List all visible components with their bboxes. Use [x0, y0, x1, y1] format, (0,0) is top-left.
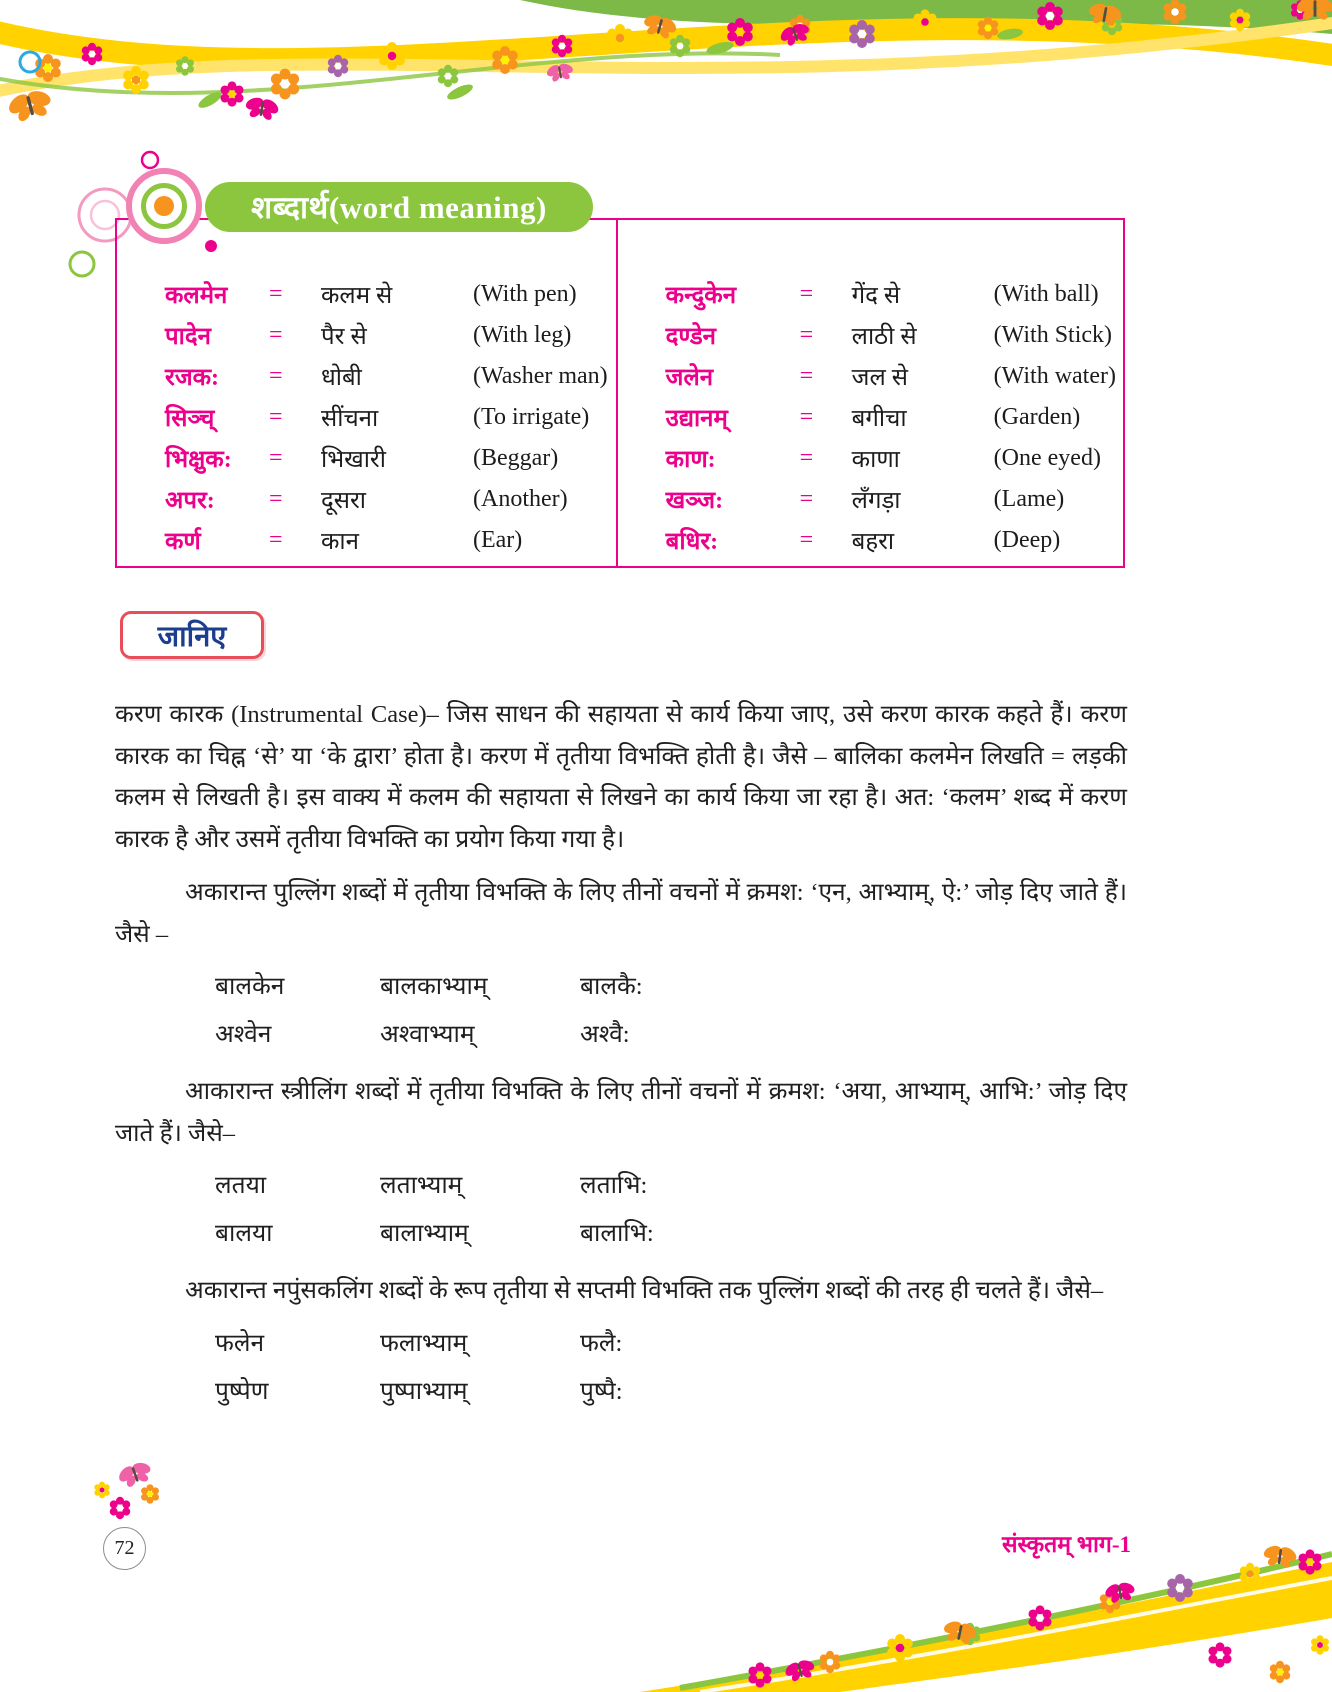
english-meaning: (With leg): [473, 322, 572, 348]
paragraph-feminine-rule: आकारान्त स्त्रीलिंग शब्दों में तृतीया विभक्ति के लिए तीनों वचनों में क्रमश: ‘अया, आभ्याम्, आभि:’ जोड़ दिए जाते हैं। जैसे–: [115, 1078, 1127, 1147]
vocab-row: [165, 438, 608, 479]
declension-list-neuter: [215, 1320, 1127, 1416]
section-header: [205, 182, 593, 232]
hindi-meaning: कलम से: [321, 283, 393, 309]
declension-row: [215, 1368, 1127, 1416]
bottom-floral-border: [0, 1450, 1332, 1692]
white-wave: [700, 1578, 1332, 1692]
equals-sign: =: [269, 322, 283, 348]
word-meaning-table: [115, 218, 1125, 568]
word-form: फलाभ्याम्: [380, 1329, 468, 1357]
english-meaning: (With pen): [473, 281, 577, 307]
equals-sign: =: [269, 404, 283, 430]
hindi-meaning: धोबी: [321, 365, 362, 391]
equals-sign: =: [269, 281, 283, 307]
sanskrit-word: दण्डेन: [665, 324, 716, 350]
english-meaning: (Garden): [993, 404, 1081, 430]
word-form: बालया: [215, 1220, 273, 1248]
english-meaning: (With water): [993, 363, 1116, 389]
english-meaning: (Deep): [993, 527, 1061, 553]
yellow-ribbon: [0, 28, 1332, 59]
vocab-column-right: [618, 220, 1124, 566]
hindi-meaning: जल से: [851, 365, 908, 391]
sanskrit-word: खञ्ज:: [665, 488, 724, 514]
hindi-meaning: काणा: [851, 447, 900, 473]
sanskrit-word: उद्यानम्: [665, 406, 728, 432]
sanskrit-word: कलमेन: [165, 283, 228, 309]
butterfly-icons: [3, 0, 1332, 127]
word-form: लतया: [215, 1172, 267, 1200]
word-form: बालकाभ्याम्: [380, 973, 488, 1001]
hindi-meaning: गेंद से: [851, 283, 901, 309]
sanskrit-word: भिक्षुक:: [165, 447, 232, 473]
green-vine: [680, 1554, 1332, 1688]
word-form: अश्वै:: [580, 1021, 630, 1049]
declension-row: [215, 1210, 1127, 1258]
hindi-meaning: पैर से: [321, 324, 367, 350]
book-title: संस्कृतम् भाग-1: [1002, 1532, 1132, 1557]
hindi-meaning: भिखारी: [321, 447, 386, 473]
vocab-row: [666, 397, 1116, 438]
orange-dot-icon: [154, 196, 174, 216]
sanskrit-word: जलेन: [665, 365, 714, 391]
sanskrit-word: कर्ण: [165, 529, 201, 555]
english-meaning: (Beggar): [473, 445, 559, 471]
word-form: पुष्पाभ्याम्: [380, 1377, 468, 1405]
word-form: बालकै:: [580, 973, 643, 1001]
declension-row: [215, 1011, 1127, 1059]
vocab-column-left: [117, 220, 618, 566]
hindi-meaning: दूसरा: [321, 488, 366, 514]
word-form: लताभि:: [580, 1172, 648, 1200]
butterfly-icons: [113, 1456, 1300, 1685]
vocab-row: [666, 315, 1116, 356]
sanskrit-word: काण:: [665, 447, 716, 473]
section-title: शब्दार्थ(word meaning): [251, 190, 547, 225]
yellow-band: [640, 1562, 1332, 1692]
vocab-row: [165, 356, 608, 397]
vocab-row: [165, 274, 608, 315]
equals-sign: =: [799, 322, 814, 348]
word-form: बालाभ्याम्: [380, 1220, 469, 1248]
hindi-meaning: बगीचा: [851, 406, 907, 432]
lesson-body: [115, 694, 1127, 1422]
english-meaning: (One eyed): [993, 445, 1101, 471]
hindi-meaning: सींचना: [321, 406, 379, 432]
yellow-ribbon-2: [0, 20, 1332, 95]
flower-icons: [94, 1482, 1329, 1688]
vocab-row: [666, 274, 1116, 315]
word-form: अश्वेन: [215, 1021, 272, 1049]
paragraph-neuter-rule: अकारान्त नपुंसकलिंग शब्दों के रूप तृतीया से सप्तमी विभक्ति तक पुल्लिंग शब्दों की तरह ही चलते हैं। जैसे–: [185, 1277, 1104, 1304]
green-ring-icon: [141, 183, 187, 229]
vocab-row: [165, 397, 608, 438]
equals-sign: =: [269, 486, 283, 512]
english-meaning: (To irrigate): [473, 404, 590, 430]
vocab-row: [666, 520, 1116, 561]
declension-row: [215, 963, 1127, 1011]
pink-ring-icon: [126, 168, 202, 244]
vocab-row: [666, 356, 1116, 397]
page-number-badge: [103, 1527, 146, 1570]
word-form: बालाभि:: [580, 1220, 654, 1248]
declension-row: [215, 1162, 1127, 1210]
equals-sign: =: [269, 363, 283, 389]
hindi-meaning: लँगड़ा: [851, 488, 901, 514]
word-form: पुष्पेण: [215, 1377, 269, 1405]
vocab-row: [165, 315, 608, 356]
janiye-know-box: [120, 611, 264, 659]
leaf-icons: [196, 27, 1023, 111]
green-vine: [0, 53, 780, 93]
janiye-label: जानिए: [157, 620, 227, 653]
word-form: बालकेन: [215, 973, 285, 1001]
magenta-dot-icon: [205, 240, 217, 252]
word-form: फलेन: [215, 1329, 265, 1357]
equals-sign: =: [799, 363, 814, 389]
sanskrit-word: सिञ्च्: [165, 406, 215, 432]
english-meaning: (Lame): [993, 486, 1065, 512]
equals-sign: =: [799, 527, 814, 553]
vocab-row: [165, 520, 608, 561]
equals-sign: =: [269, 445, 283, 471]
english-meaning: (With ball): [993, 281, 1099, 307]
hindi-meaning: कान: [321, 529, 359, 555]
declension-list-feminine: [215, 1162, 1127, 1258]
declension-row: [215, 1320, 1127, 1368]
vocab-row: [165, 479, 608, 520]
equals-sign: =: [799, 445, 814, 471]
equals-sign: =: [269, 527, 283, 553]
sanskrit-word: बधिर:: [665, 529, 719, 555]
english-meaning: (Washer man): [473, 363, 608, 389]
page-number: 72: [114, 1537, 135, 1559]
english-meaning: (With Stick): [993, 322, 1113, 348]
declension-list-masculine: [215, 963, 1127, 1059]
paragraph-instrumental-case: करण कारक (Instrumental Case)– जिस साधन की सहायता से कार्य किया जाए, उसे करण कारक कहते हैं। करण कारक का चिह्न ‘से’ या ‘के द्वारा’ होता है। करण में तृतीया विभक्ति होती है। जैसे – बालिका कलमेन लिखति = लड़की कलम से लिखती है। इस वाक्य में कलम की सहायता से लिखने का कार्य किया जा रहा है। अत: ‘कलम’ शब्द में करण कारक है और उसमें तृतीया विभक्ति का प्रयोग किया गया है।: [115, 701, 1127, 853]
equals-sign: =: [799, 404, 814, 430]
sanskrit-word: पादेन: [165, 324, 211, 350]
english-meaning: (Ear): [473, 527, 523, 553]
english-meaning: (Another): [473, 486, 568, 512]
hindi-meaning: बहरा: [851, 529, 895, 555]
flower-icons: [35, 0, 1309, 107]
hindi-meaning: लाठी से: [851, 324, 917, 350]
sanskrit-word: रजक:: [165, 365, 220, 391]
green-band: [520, 0, 1332, 34]
vocab-row: [666, 438, 1116, 479]
word-form: फलै:: [580, 1329, 623, 1357]
word-form: लताभ्याम्: [380, 1172, 463, 1200]
sanskrit-word: कन्दुकेन: [665, 283, 737, 309]
paragraph-masculine-rule: अकारान्त पुल्लिंग शब्दों में तृतीया विभक्ति के लिए तीनों वचनों में क्रमश: ‘एन, आभ्याम्, ऐ:’ जोड़ दिए जाते हैं। जैसे –: [115, 879, 1127, 948]
word-form: अश्वाभ्याम्: [380, 1021, 475, 1049]
equals-sign: =: [799, 281, 814, 307]
vocab-row: [666, 479, 1116, 520]
sanskrit-word: अपर:: [165, 488, 215, 514]
equals-sign: =: [799, 486, 814, 512]
word-form: पुष्पै:: [580, 1377, 623, 1405]
header-circles-decoration: [126, 168, 202, 244]
